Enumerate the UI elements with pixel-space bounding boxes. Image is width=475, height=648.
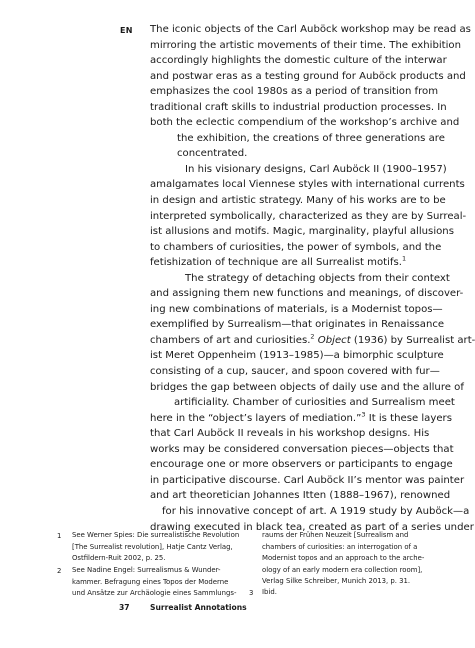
body-line: to chambers of curiosities, the power of symbols, and the [150,241,442,253]
footnote-line: Ibid. [262,588,277,596]
body-line: consisting of a cup, saucer, and spoon covered with fur— [150,366,440,378]
body-line-text: here in the “object’s layers of mediation.” [150,412,362,424]
body-line: drawing executed in black tea, created as part of a series under [150,521,474,533]
body-line: ist allusions and motifs. Magic, marginality, playful allusions [150,226,454,238]
footnote-line: Ostfildern-Ruit 2002, p. 25. [72,554,166,563]
footnote-line: raums der Frühen Neuzeit [Surrealism and [262,531,409,539]
artwork-title: Object [317,334,351,346]
body-line: in participative discourse. Carl Auböck II’s mentor was painter [150,474,465,486]
footnote-number: 3 [249,589,254,597]
footnote-ref: 2 [310,332,315,341]
body-line [150,255,438,271]
body-line-text: (1936) by Surrealist art- [353,334,475,346]
body-line: interpreted symbolically, characterized as they are by Surreal- [150,210,467,222]
body-line: for his innovative concept of art. A 1919 study by Auböck—a [162,505,470,517]
body-line-text: fetishization of technique are all Surrealist motifs. [150,257,402,269]
body-line: concentrated. [177,148,248,160]
footnote-number: 1 [57,532,62,540]
footnote-line: kammer. Befragung eines Topos der Moderne [72,577,229,586]
body-line: In his visionary designs, Carl Auböck II (1900–1957) [185,163,447,175]
main-text [150,22,475,535]
body-line: and art theoretician Johannes Itten (1888–1967), renowned [150,490,451,502]
footnote-line: Verlag Silke Schreiber, Munich 2013, p. 31. [262,577,411,586]
body-line: and assigning them new functions and meanings, of discover- [150,288,464,300]
footnote-ref: 1 [401,254,407,263]
footnote-line: chambers of curiosities: an interrogation of a [262,542,418,551]
body-line: that Carl Auböck II reveals in his workshop designs. His [150,428,430,440]
body-line: emphasizes the cool 1980s as a period of transition from [150,86,439,98]
body-line-text: chambers of art and curiosities. [150,334,311,346]
body-line: amalgamates local Viennese styles with international currents [150,179,465,191]
body-line [150,410,452,427]
footnote-3 [262,587,277,599]
footnote-1 [72,530,239,565]
body-line [150,332,475,349]
body-line: mirroring the artistic movements of their time. The exhibition [150,39,462,51]
page-number: 37 [119,603,130,612]
body-line: encourage one or more observers or participants to engage [150,459,453,471]
footnote-line: und Ansätze zur Archäologie eines Sammlungs- [72,589,237,598]
footnote-line: [The Surrealist revolution], Hatje Cantz Verlag, [72,542,233,551]
body-line: accordingly highlights the domestic culture of the interwar [150,55,447,67]
body-line: works may be considered conversation pieces—objects that [150,443,454,455]
body-line: exemplified by Surrealism—that originates in Renaissance [150,319,445,331]
footnote-line: See Nadine Engel: Surrealismus & Wunder- [72,566,221,574]
body-line: ing new combinations of materials, is a Modernist topos— [150,303,443,315]
body-line: the exhibition, the creations of three generations are [177,132,445,144]
running-title: Surrealist Annotations [150,603,247,612]
language-label: EN [120,26,133,35]
body-line: artificiality. Chamber of curiosities and Surrealism meet [174,397,455,409]
footnote-line: ology of an early modern era collection room], [262,565,423,574]
body-line: in design and artistic strategy. Many of his works are to be [150,195,446,207]
footnote-line: Modernist topos and an approach to the arche- [262,554,425,563]
body-line: bridges the gap between objects of daily use and the allure of [150,381,464,393]
footnote-ref: 3 [361,410,366,419]
footnote-number: 2 [57,567,62,575]
footnote-2 [72,565,236,600]
body-line: traditional craft skills to industrial production processes. In [150,101,447,113]
body-line: ist Meret Oppenheim (1913–1985)—a bimorphic sculpture [150,350,444,362]
footnote-line: See Werner Spies: Die surrealistische Revolution [72,531,240,539]
body-line: and postwar eras as a testing ground for Auböck products and [150,70,466,82]
footnote-2-continued [262,530,424,588]
body-line: both the eclectic compendium of the workshop’s archive and [150,117,460,129]
body-line: The iconic objects of the Carl Auböck workshop may be read as [150,24,471,35]
body-line: The strategy of detaching objects from their context [185,272,450,284]
body-line-text: It is these layers [368,412,452,424]
